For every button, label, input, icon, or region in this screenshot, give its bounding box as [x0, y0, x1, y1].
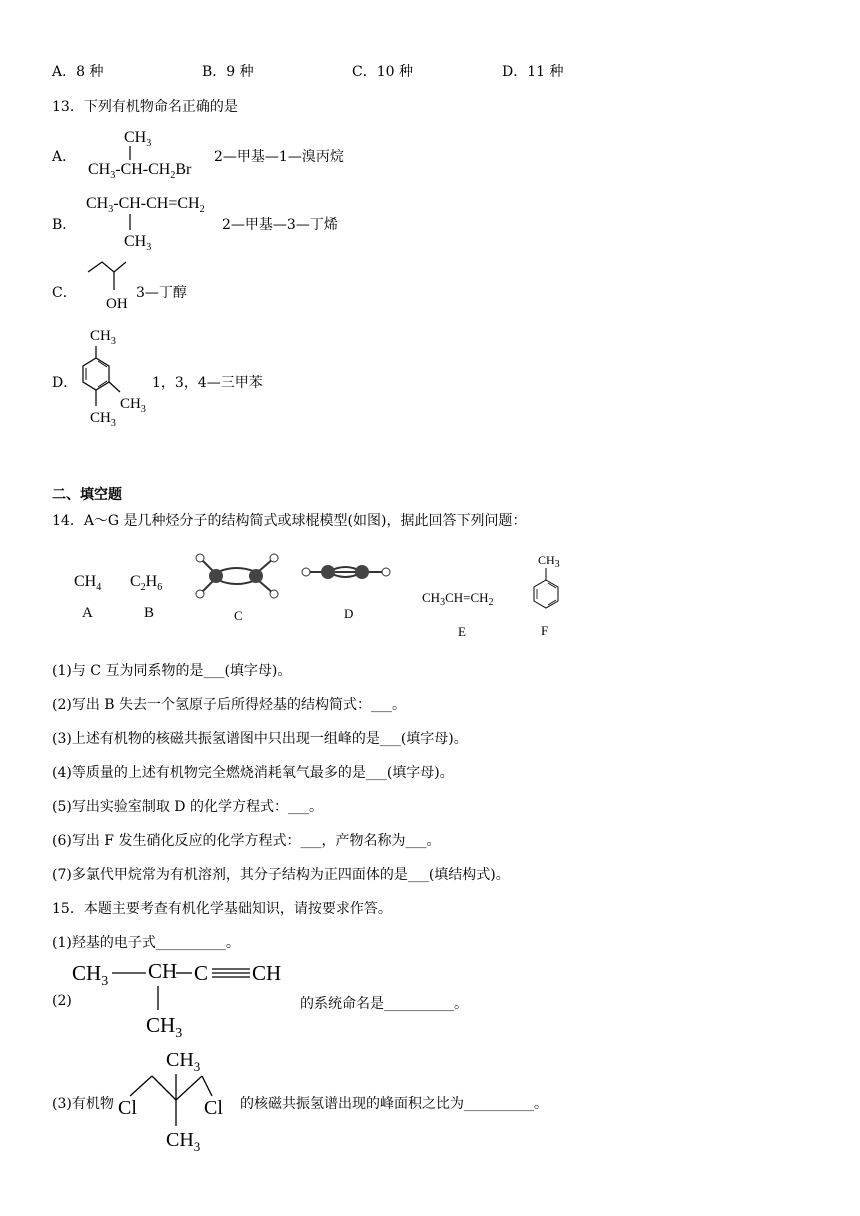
svg-text:CH3: $CH_3$: [538, 553, 560, 570]
svg-text:CH3: $CH_3$: [90, 410, 116, 429]
q15-stem: 15．本题主要考查有机化学基础知识，请按要求作答。: [52, 901, 392, 917]
q14-figure: [60, 544, 580, 644]
q13-option-d-key: D．: [52, 375, 78, 391]
q14-item-2: (2)写出 B 失去一个氢原子后所得烃基的结构简式：___。: [52, 697, 407, 713]
q13-option-a-name: 2—甲基—1—溴丙烷: [214, 149, 344, 165]
svg-text:CH3: $CH_3$: [90, 328, 116, 347]
svg-text:CH3-CH-CH=CH2: $CH_3-CH-CH=CH_2$: [86, 195, 205, 215]
q15-item-3-prefix: (3)有机物: [52, 1096, 114, 1112]
q14-stem: 14．A～G 是几种烃分子的结构简式或球棍模型(如图)，据此回答下列问题：: [52, 513, 527, 529]
q14-item-6: (6)写出 F 发生硝化反应的化学方程式：___，产物名称为___。: [52, 833, 441, 849]
q15-item-2-prefix: (2): [52, 993, 72, 1009]
q14-model-d: [302, 565, 390, 579]
svg-text:CH3: $CH_3$: [72, 961, 109, 989]
q14-label-c: C: [234, 608, 243, 623]
q14-label-d: D: [344, 606, 354, 621]
q13-option-c-key: C．: [52, 285, 77, 301]
q13-option-a-key: A．: [52, 149, 77, 165]
svg-text:CH3: $CH_3$: [120, 396, 146, 415]
svg-text:CH3: $CH_3$: [166, 1129, 201, 1154]
q13-d-structure: [76, 324, 156, 432]
svg-text:CH: CH: [252, 961, 282, 985]
svg-text:Cl: Cl: [118, 1097, 137, 1119]
q15-item-3-structure: [116, 1044, 242, 1156]
q14-label-a: A: [82, 605, 93, 621]
svg-text:CH3: $CH_3$: [124, 129, 152, 149]
svg-text:CH: CH: [148, 959, 178, 983]
svg-text:C2H6: $C_2H_6$: [130, 573, 163, 593]
q13-stem: 13．下列有机物命名正确的是: [52, 99, 238, 115]
section-title: 二、填空题: [52, 487, 122, 503]
svg-text:CH4: $CH_4$: [74, 573, 102, 593]
q14-label-f: F: [541, 623, 549, 638]
svg-text:CH3: $CH_3$: [146, 1013, 183, 1038]
q15-item-1: (1)羟基的电子式__________。: [52, 935, 240, 951]
q14-model-c: [196, 554, 278, 598]
q15-item-3-suffix: 的核磁共振氢谱出现的峰面积之比为__________。: [240, 1096, 548, 1112]
q13-option-d-name: 1，3，4—三甲苯: [152, 375, 263, 391]
svg-text:CH3: $CH_3$: [124, 233, 152, 252]
svg-text:CH3-CH-CH2Br: $CH_3-CH-CH_2Br$: [88, 161, 192, 181]
q15-item-2-suffix: 的系统命名是__________。: [300, 996, 468, 1012]
svg-text:C: C: [194, 961, 209, 985]
q12-option-b: B．9 种: [202, 64, 254, 80]
q14-label-e: E: [458, 624, 466, 639]
q14-label-b: B: [144, 605, 155, 621]
q13-c-structure: [84, 254, 140, 316]
q13-option-c-name: 3—丁醇: [136, 285, 187, 301]
q14-item-3: (3)上述有机物的核磁共振氢谱图中只出现一组峰的是___(填字母)。: [52, 731, 468, 747]
q13-b-structure: [86, 190, 226, 252]
q13-a-structure: [86, 124, 216, 182]
q13-option-b-key: B．: [52, 217, 77, 233]
q14-item-4: (4)等质量的上述有机物完全燃烧消耗氧气最多的是___(填字母)。: [52, 765, 454, 781]
q14-item-7: (7)多氯代甲烷常为有机溶剂，其分子结构为正四面体的是___(填结构式)。: [52, 867, 510, 883]
q13-option-b-name: 2—甲基—3—丁烯: [222, 217, 338, 233]
q15-item-2-structure: [72, 954, 292, 1038]
svg-text:CH3: $CH_3$: [166, 1049, 201, 1074]
q14-item-5: (5)写出实验室制取 D 的化学方程式：___。: [52, 799, 323, 815]
q12-option-c: C．10 种: [352, 64, 413, 80]
svg-text:CH3CH=CH2: $CH_3CH=CH_2$: [422, 590, 494, 608]
q14-item-1: (1)与 C 互为同系物的是___(填字母)。: [52, 663, 292, 679]
svg-text:OH: OH: [106, 296, 128, 312]
q12-option-a: A．8 种: [52, 64, 104, 80]
q12-option-d: D．11 种: [502, 64, 564, 80]
svg-text:Cl: Cl: [204, 1097, 223, 1119]
